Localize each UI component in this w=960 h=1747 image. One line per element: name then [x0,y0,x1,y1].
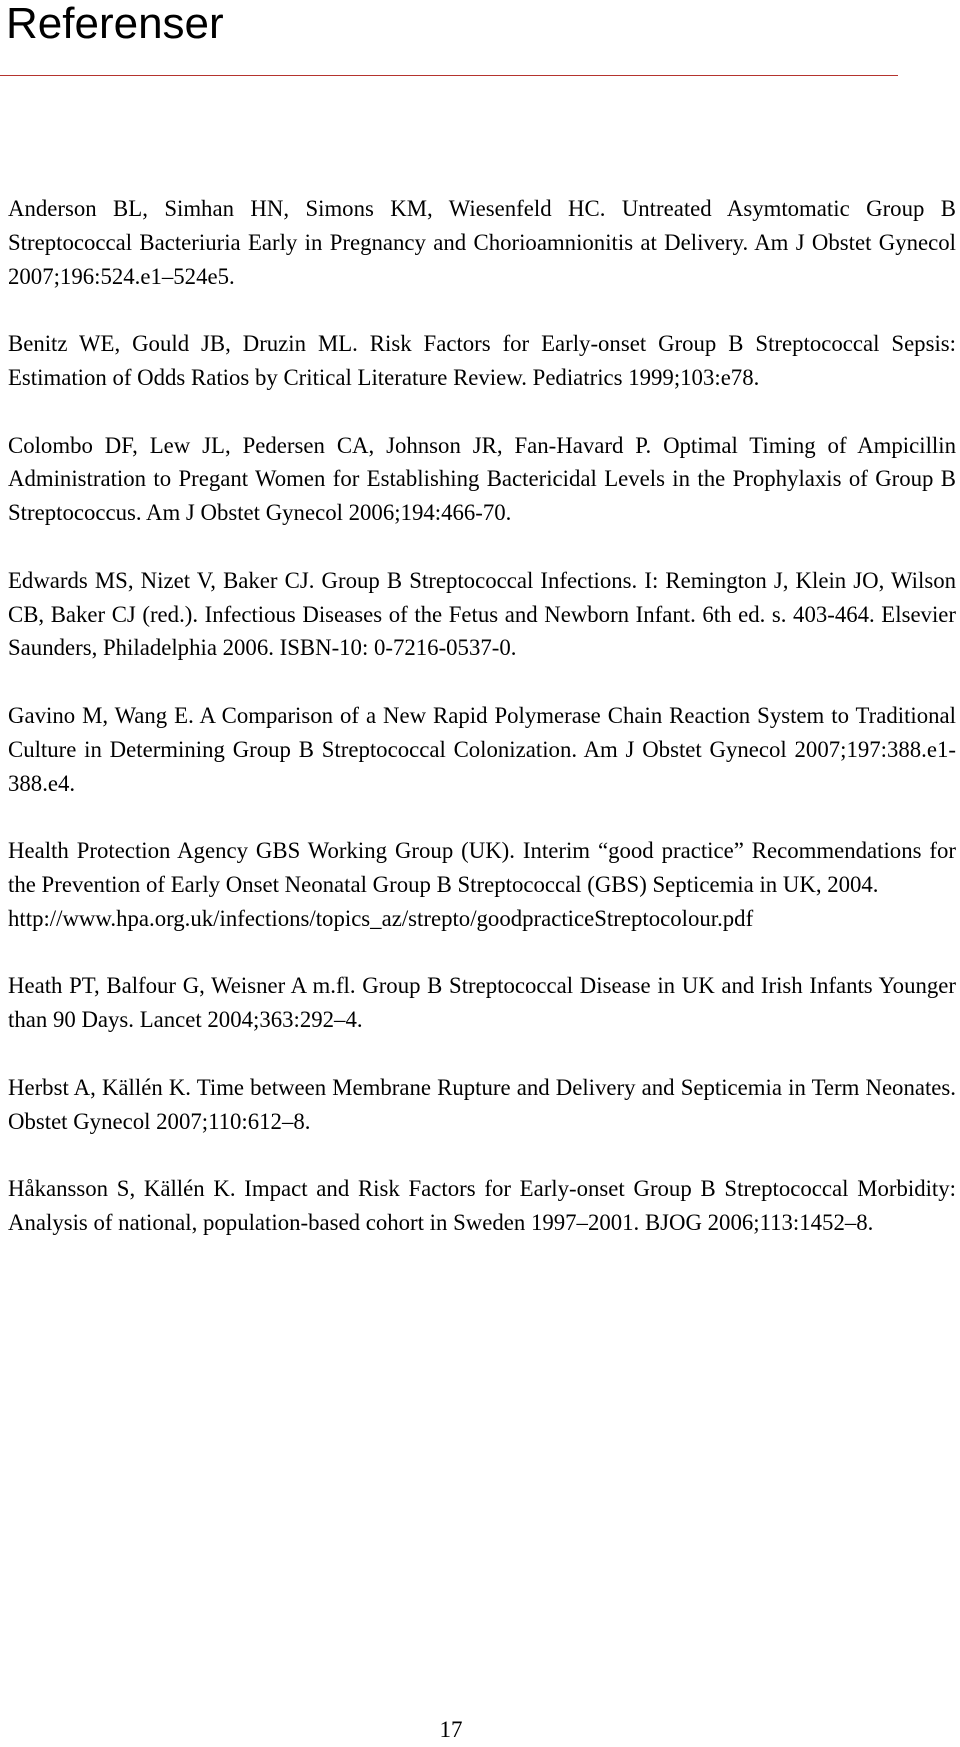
reference-heath: Heath PT, Balfour G, Weisner A m.fl. Group B Streptococcal Disease in UK and Irish Infants Younger than 90 Days. Lancet 2004;363:292–4. [8,973,956,1033]
reference-hpa-text: Health Protection Agency GBS Working Group (UK). Interim “good practice” Recommendations for the Prevention of Early Onset Neonatal Group B Streptococcal (GBS) Septicemia in UK, 2004. [8,838,956,897]
reference-edwards: Edwards MS, Nizet V, Baker CJ. Group B Streptococcal Infections. I: Remington J, Klein JO, Wilson CB, Baker CJ (red.). Infectious Diseases of the Fetus and Newborn Infant. 6th ed. s. 403-464. Elsevier Saunders, Philadelphia 2006. ISBN-10: 0-7216-0537-0. [8,567,956,661]
reference-hpa [8,834,956,935]
reference-list [8,192,956,1274]
reference-herbst: Herbst A, Källén K. Time between Membrane Rupture and Delivery and Septicemia in Term Neonates. Obstet Gynecol 2007;110:612–8. [8,1074,956,1134]
page-number: 17 [439,1717,463,1742]
page-title: Referenser [6,0,224,48]
reference-hpa-url[interactable]: http://www.hpa.org.uk/infections/topics_az/strepto/goodpracticeStreptocolour.pdf [8,905,754,931]
reference-anderson: Anderson BL, Simhan HN, Simons KM, Wiesenfeld HC. Untreated Asymtomatic Group B Streptococcal Bacteriuria Early in Pregnancy and Chorioamnionitis at Delivery. Am J Obstet Gynecol 2007;196:524.e1–524e5. [8,196,956,289]
reference-hakansson: Håkansson S, Källén K. Impact and Risk Factors for Early-onset Group B Streptococcal Morbidity: Analysis of national, population-based cohort in Sweden 1997–2001. BJOG 2006;113:1452–8. [8,1176,956,1235]
reference-gavino: Gavino M, Wang E. A Comparison of a New Rapid Polymerase Chain Reaction System to Traditional Culture in Determining Group B Streptococcal Colonization. Am J Obstet Gynecol 2007;197:388.e1-388.e4. [8,702,956,796]
reference-benitz: Benitz WE, Gould JB, Druzin ML. Risk Factors for Early-onset Group B Streptococcal Sepsis: Estimation of Odds Ratios by Critical Literature Review. Pediatrics 1999;103:e78. [8,331,956,390]
reference-colombo: Colombo DF, Lew JL, Pedersen CA, Johnson JR, Fan-Havard P. Optimal Timing of Ampicillin Administration to Pregant Women for Establishing Bactericidal Levels in the Prophylaxis of Group B Streptococcus. Am J Obstet Gynecol 2006;194:466-70. [8,432,956,526]
title-divider [0,75,898,76]
